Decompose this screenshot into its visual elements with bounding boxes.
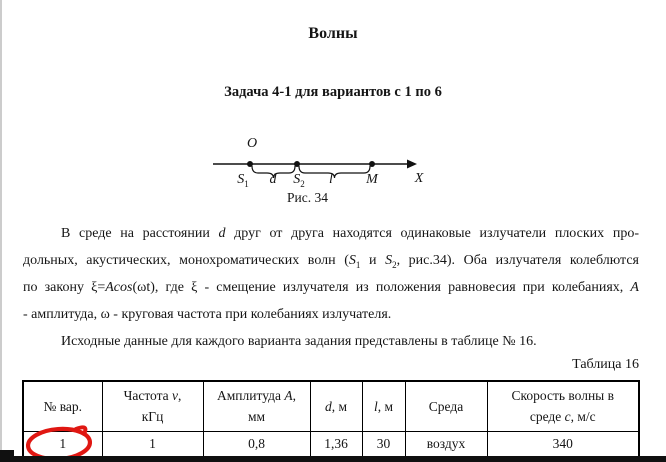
- label-axis-x: X: [414, 171, 424, 186]
- axis-arrowhead-icon: [407, 160, 417, 169]
- cell-variant: 1: [23, 431, 102, 457]
- header-variant: № вар.: [23, 381, 102, 431]
- cell-d: 1,36: [310, 431, 362, 457]
- header-d: d, м: [310, 381, 362, 431]
- header-amplitude: Амплитуда A, мм: [203, 381, 310, 431]
- table-header-row: [23, 381, 639, 431]
- paragraph-line-2: дольных, акустических, монохроматических волн ($S_1$ и $S_2$, рис.34). Оба излучателя колеблются: [23, 253, 639, 270]
- label-point-m: M: [366, 172, 378, 187]
- bottom-crop-bar: [0, 456, 666, 462]
- doc-title: Волны: [308, 25, 358, 42]
- header-wave-speed: Скорость волны в среде c, м/с: [487, 381, 639, 431]
- table-label: Таблица 16: [572, 357, 639, 372]
- paragraph-line-3: по закону ξ=Acos(ωt), где ξ - смещение излучателя из положения равновесия при колебаниях, A: [23, 280, 639, 295]
- cell-amplitude: 0,8: [203, 431, 310, 457]
- problem-subtitle: Задача 4-1 для вариантов с 1 по 6: [224, 84, 442, 100]
- header-frequency: Частота ν, кГц: [102, 381, 203, 431]
- cell-frequency: 1: [102, 431, 203, 457]
- label-distance-l: l: [329, 172, 333, 187]
- cell-medium: воздух: [405, 431, 487, 457]
- table-row: [23, 431, 639, 457]
- paragraph-line-1: В среде на расстоянии d друг от друга находятся одинаковые излучатели плоских про-: [61, 226, 639, 241]
- cell-l: 30: [362, 431, 405, 457]
- label-source-s2: $S_2$: [293, 172, 305, 189]
- label-distance-d: d: [269, 172, 277, 187]
- figure-caption: Рис. 34: [287, 190, 328, 205]
- paragraph-line-4: - амплитуда, ω - круговая частота при колебаниях излучателя.: [23, 307, 392, 322]
- paragraph-line-5: Исходные данные для каждого варианта задания представлены в таблице № 16.: [61, 334, 537, 349]
- header-l: l, м: [362, 381, 405, 431]
- header-medium: Среда: [405, 381, 487, 431]
- screenshot-left-edge: [0, 0, 2, 462]
- label-origin-o: O: [246, 136, 258, 151]
- cell-wave-speed: 340: [487, 431, 639, 457]
- label-source-s1: $S_1$: [237, 172, 249, 189]
- variants-table: [22, 380, 640, 458]
